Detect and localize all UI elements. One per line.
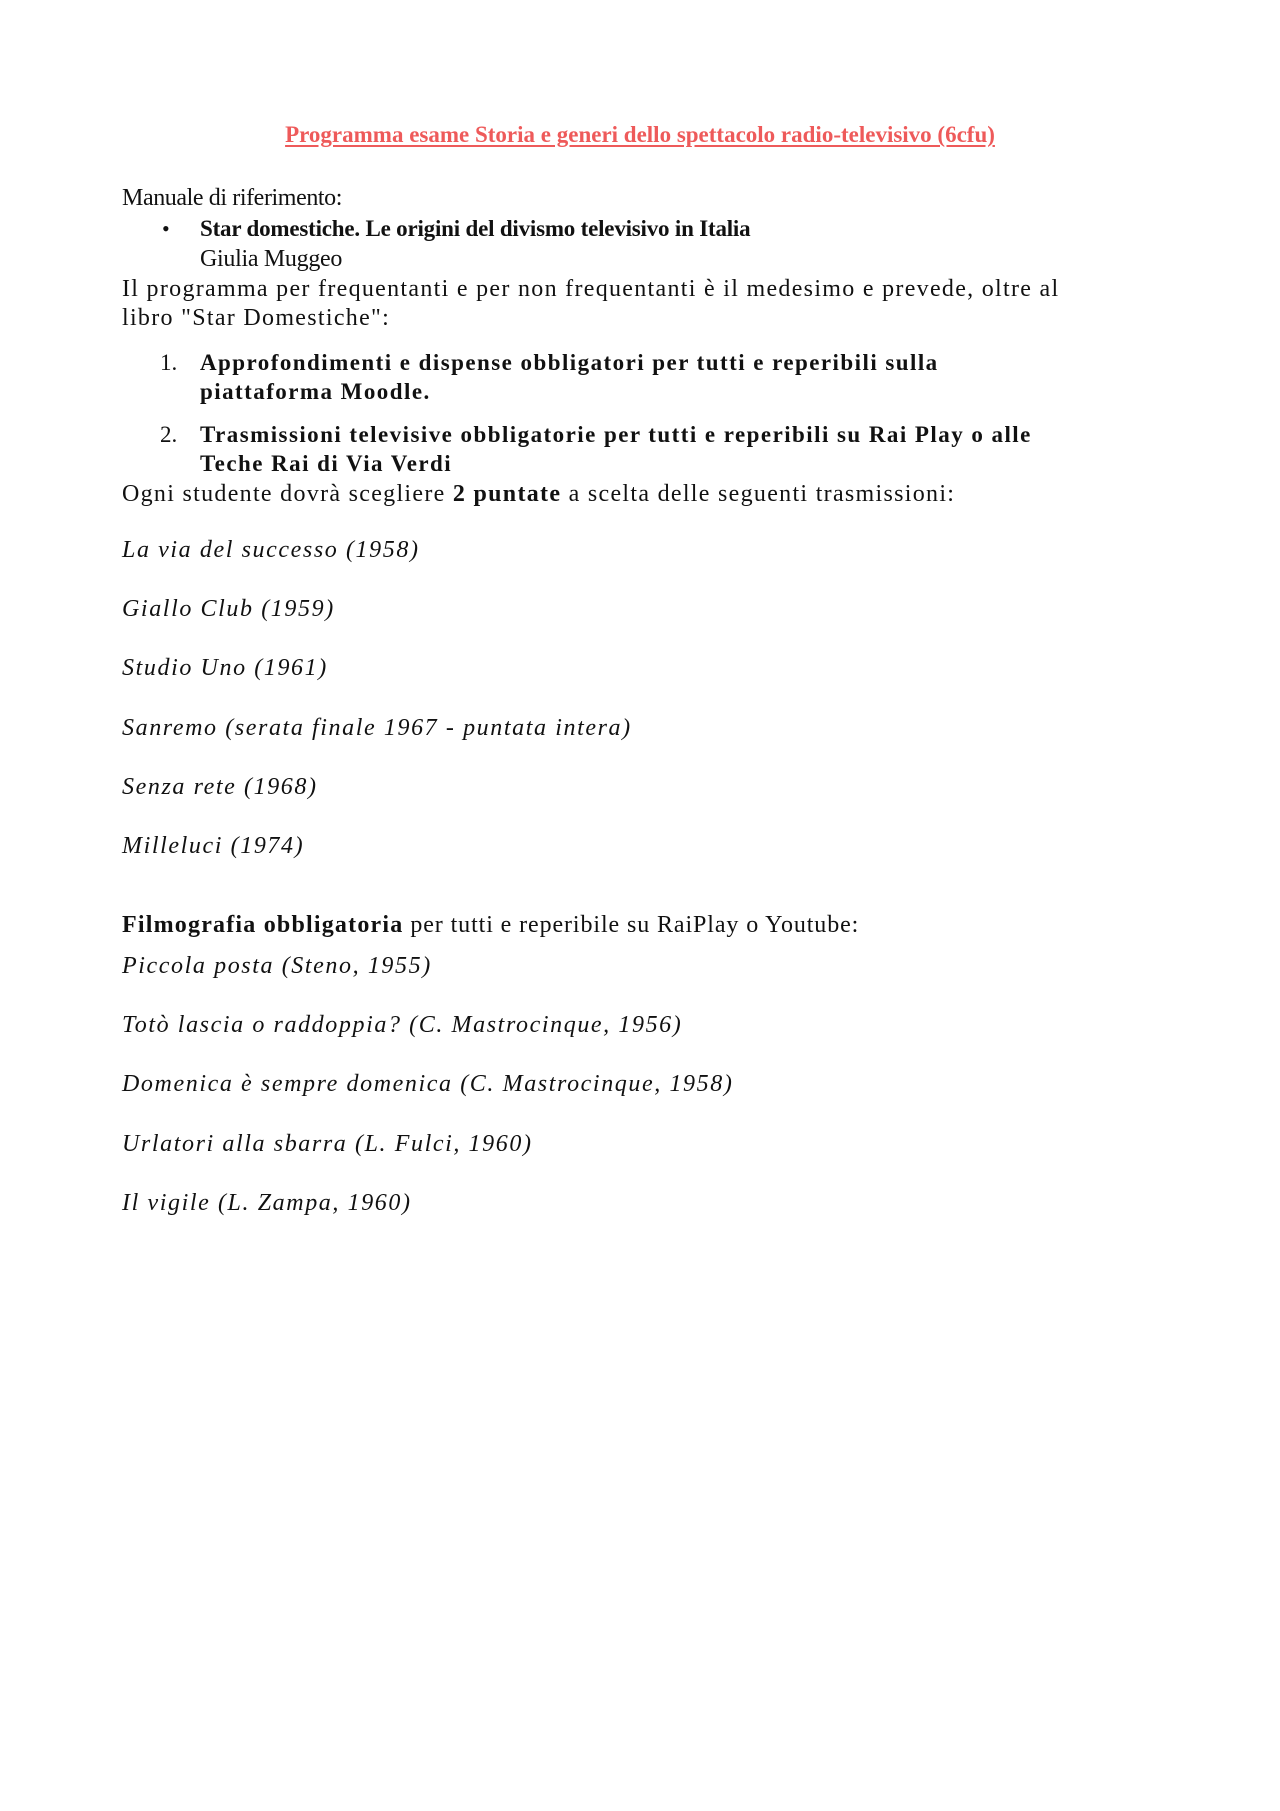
book-author: Giulia Muggeo xyxy=(200,246,343,272)
trasmissione-item: Studio Uno (1961) xyxy=(122,655,328,681)
bullet-icon: • xyxy=(162,216,170,241)
intro-paragraph xyxy=(122,275,1059,333)
trasmissione-item: La via del successo (1958) xyxy=(122,537,420,563)
list-number-1: 1. xyxy=(160,350,178,375)
intro-line-2: libro "Star Domestiche": xyxy=(122,305,391,331)
film-item: Urlatori alla sbarra (L. Fulci, 1960) xyxy=(122,1131,533,1157)
list-item-1-line-1: Approfondimenti e dispense obbligatori per tutti e reperibili sulla xyxy=(200,350,939,375)
film-item: Domenica è sempre domenica (C. Mastrocinque, 1958) xyxy=(122,1071,734,1097)
film-item: Totò lascia o raddoppia? (C. Mastrocinque, 1956) xyxy=(122,1012,683,1038)
list-item-2 xyxy=(200,420,1032,478)
list-item-1 xyxy=(200,348,939,406)
trasmissione-item: Milleluci (1974) xyxy=(122,833,305,859)
manuale-label: Manuale di riferimento: xyxy=(122,185,343,211)
list-item-2-line-2: Teche Rai di Via Verdi xyxy=(200,451,453,476)
filmografia-bold: Filmografia obbligatoria xyxy=(122,912,404,938)
trasmissione-item: Sanremo (serata finale 1967 - puntata intera) xyxy=(122,715,632,741)
filmografia-rest: per tutti e reperibile su RaiPlay o Youtube: xyxy=(403,912,860,938)
film-item: Piccola posta (Steno, 1955) xyxy=(122,953,432,979)
list-item-1-line-2: piattaforma Moodle. xyxy=(200,379,431,404)
filmografia-heading xyxy=(122,912,859,939)
trasmissione-item: Senza rete (1968) xyxy=(122,774,318,800)
ogni-text-after: a scelta delle seguenti trasmissioni: xyxy=(561,481,956,507)
ogni-studente-text xyxy=(122,480,955,509)
list-item-2-line-1: Trasmissioni televisive obbligatorie per tutti e reperibili su Rai Play o alle xyxy=(200,422,1032,447)
page-title: Programma esame Storia e generi dello spettacolo radio-televisivo (6cfu) xyxy=(285,122,995,147)
book-title: Star domestiche. Le origini del divismo televisivo in Italia xyxy=(200,216,751,241)
intro-line-1: Il programma per frequentanti e per non frequentanti è il medesimo e prevede, oltre al xyxy=(122,276,1060,302)
trasmissione-item: Giallo Club (1959) xyxy=(122,596,335,622)
ogni-text-before: Ogni studente dovrà scegliere xyxy=(122,481,453,507)
film-item: Il vigile (L. Zampa, 1960) xyxy=(122,1190,412,1216)
list-number-2: 2. xyxy=(160,422,178,447)
ogni-text-bold: 2 puntate xyxy=(452,481,562,507)
